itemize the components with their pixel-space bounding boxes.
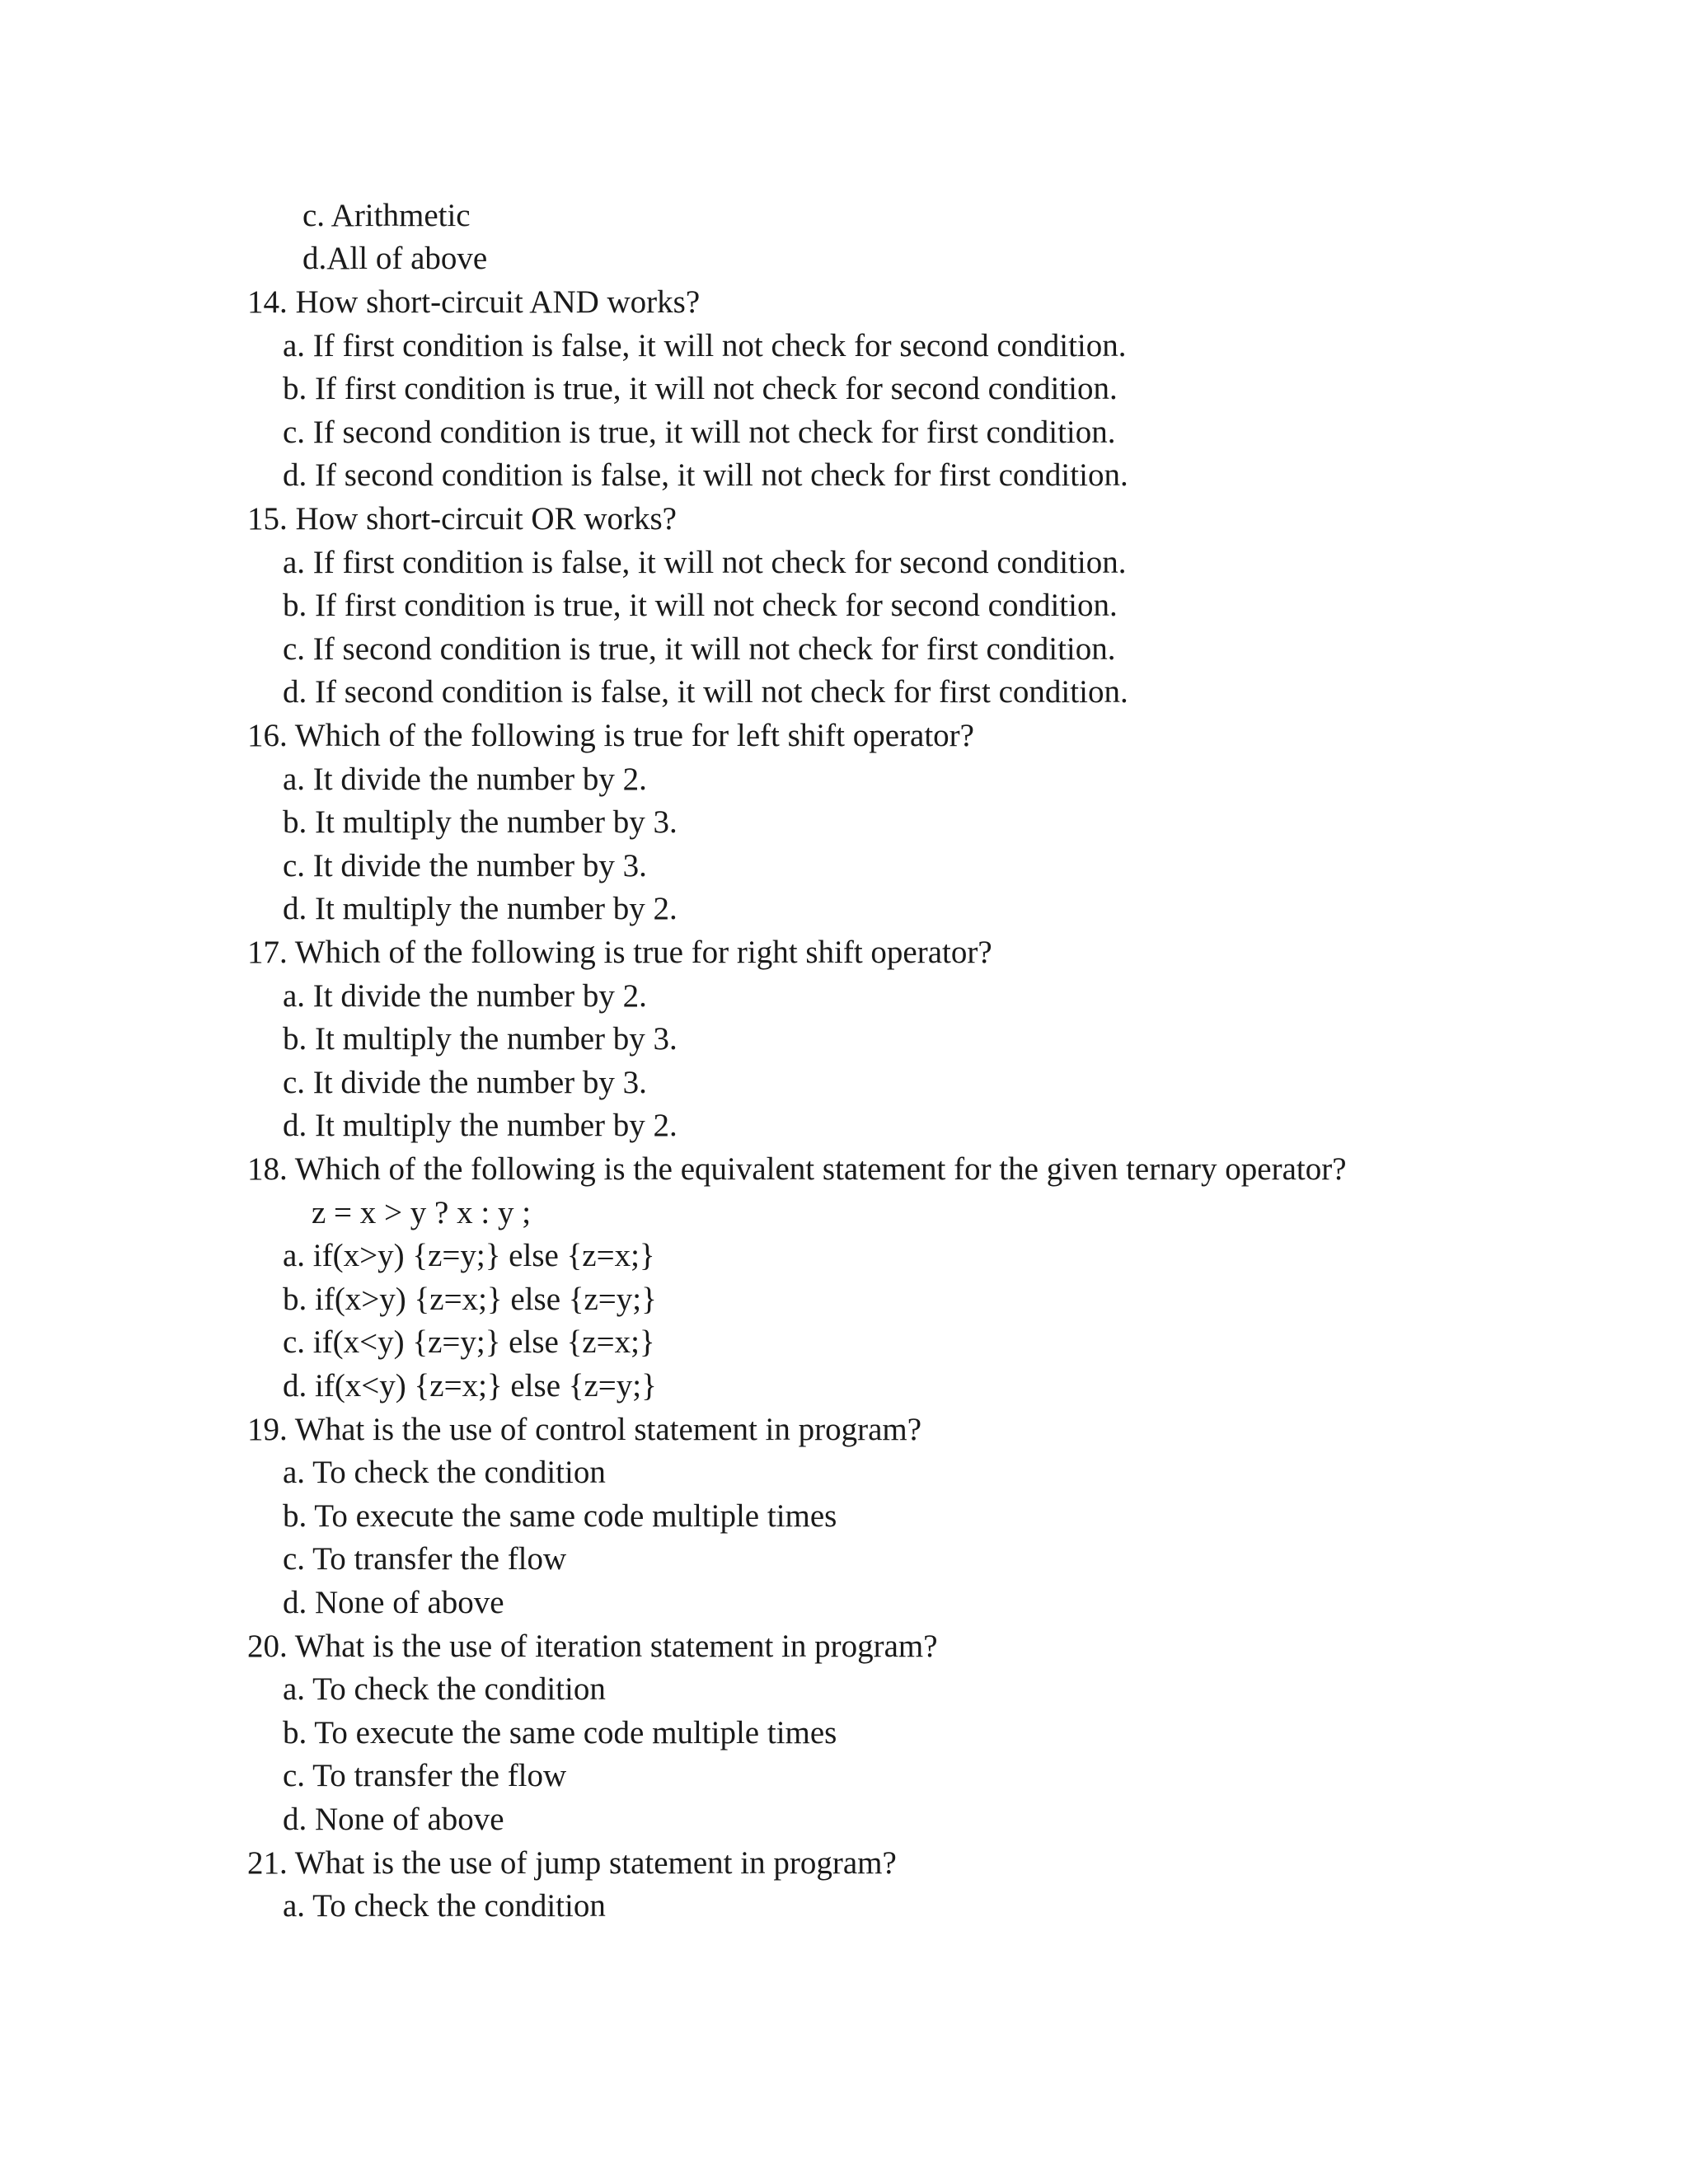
question-17-option-d: d. It multiply the number by 2. <box>283 1108 678 1143</box>
option-prev-d: d.All of above <box>302 241 488 276</box>
question-16-option-c: c. It divide the number by 3. <box>283 848 647 883</box>
question-17-option-a: a. It divide the number by 2. <box>283 978 647 1014</box>
question-14: 14. How short-circuit AND works? <box>247 284 701 320</box>
question-19-option-b: b. To execute the same code multiple times <box>283 1498 837 1534</box>
question-15-option-d: d. If second condition is false, it will not check for first condition. <box>283 674 1128 710</box>
question-20-option-b: b. To execute the same code multiple times <box>283 1715 837 1750</box>
question-15-option-c: c. If second condition is true, it will not check for first condition. <box>283 631 1116 667</box>
question-19-option-a: a. To check the condition <box>283 1455 606 1490</box>
question-14-option-b: b. If first condition is true, it will not check for second condition. <box>283 371 1118 406</box>
question-15-option-a: a. If first condition is false, it will not check for second condition. <box>283 545 1127 580</box>
question-16-option-d: d. It multiply the number by 2. <box>283 891 678 926</box>
question-18-option-c: c. if(x<y) {z=y;} else {z=x;} <box>283 1324 655 1360</box>
question-21: 21. What is the use of jump statement in program? <box>247 1845 897 1881</box>
question-20: 20. What is the use of iteration statement in program? <box>247 1629 938 1664</box>
question-14-option-d: d. If second condition is false, it will not check for first condition. <box>283 457 1128 493</box>
question-18-option-d: d. if(x<y) {z=x;} else {z=y;} <box>283 1368 657 1404</box>
question-21-option-a: a. To check the condition <box>283 1888 606 1924</box>
option-prev-c: c. Arithmetic <box>302 198 471 233</box>
question-18: 18. Which of the following is the equivalent statement for the given ternary operator? <box>247 1151 1347 1187</box>
question-16-option-a: a. It divide the number by 2. <box>283 762 647 797</box>
question-14-option-a: a. If first condition is false, it will not check for second condition. <box>283 328 1127 363</box>
question-20-option-d: d. None of above <box>283 1802 504 1837</box>
question-18-code: z = x > y ? x : y ; <box>312 1195 532 1230</box>
question-19-option-d: d. None of above <box>283 1585 504 1620</box>
question-17-option-b: b. It multiply the number by 3. <box>283 1021 678 1057</box>
question-20-option-a: a. To check the condition <box>283 1671 606 1707</box>
question-19: 19. What is the use of control statement in program? <box>247 1412 922 1447</box>
question-14-option-c: c. If second condition is true, it will not check for first condition. <box>283 415 1116 450</box>
question-18-option-b: b. if(x>y) {z=x;} else {z=y;} <box>283 1282 657 1317</box>
question-16-option-b: b. It multiply the number by 3. <box>283 804 678 840</box>
question-15: 15. How short-circuit OR works? <box>247 501 677 537</box>
question-19-option-c: c. To transfer the flow <box>283 1541 567 1577</box>
question-17-option-c: c. It divide the number by 3. <box>283 1065 647 1100</box>
question-18-option-a: a. if(x>y) {z=y;} else {z=x;} <box>283 1238 655 1273</box>
question-17: 17. Which of the following is true for right shift operator? <box>247 935 992 970</box>
question-16: 16. Which of the following is true for left shift operator? <box>247 718 974 753</box>
question-20-option-c: c. To transfer the flow <box>283 1758 567 1793</box>
question-15-option-b: b. If first condition is true, it will not check for second condition. <box>283 588 1118 623</box>
